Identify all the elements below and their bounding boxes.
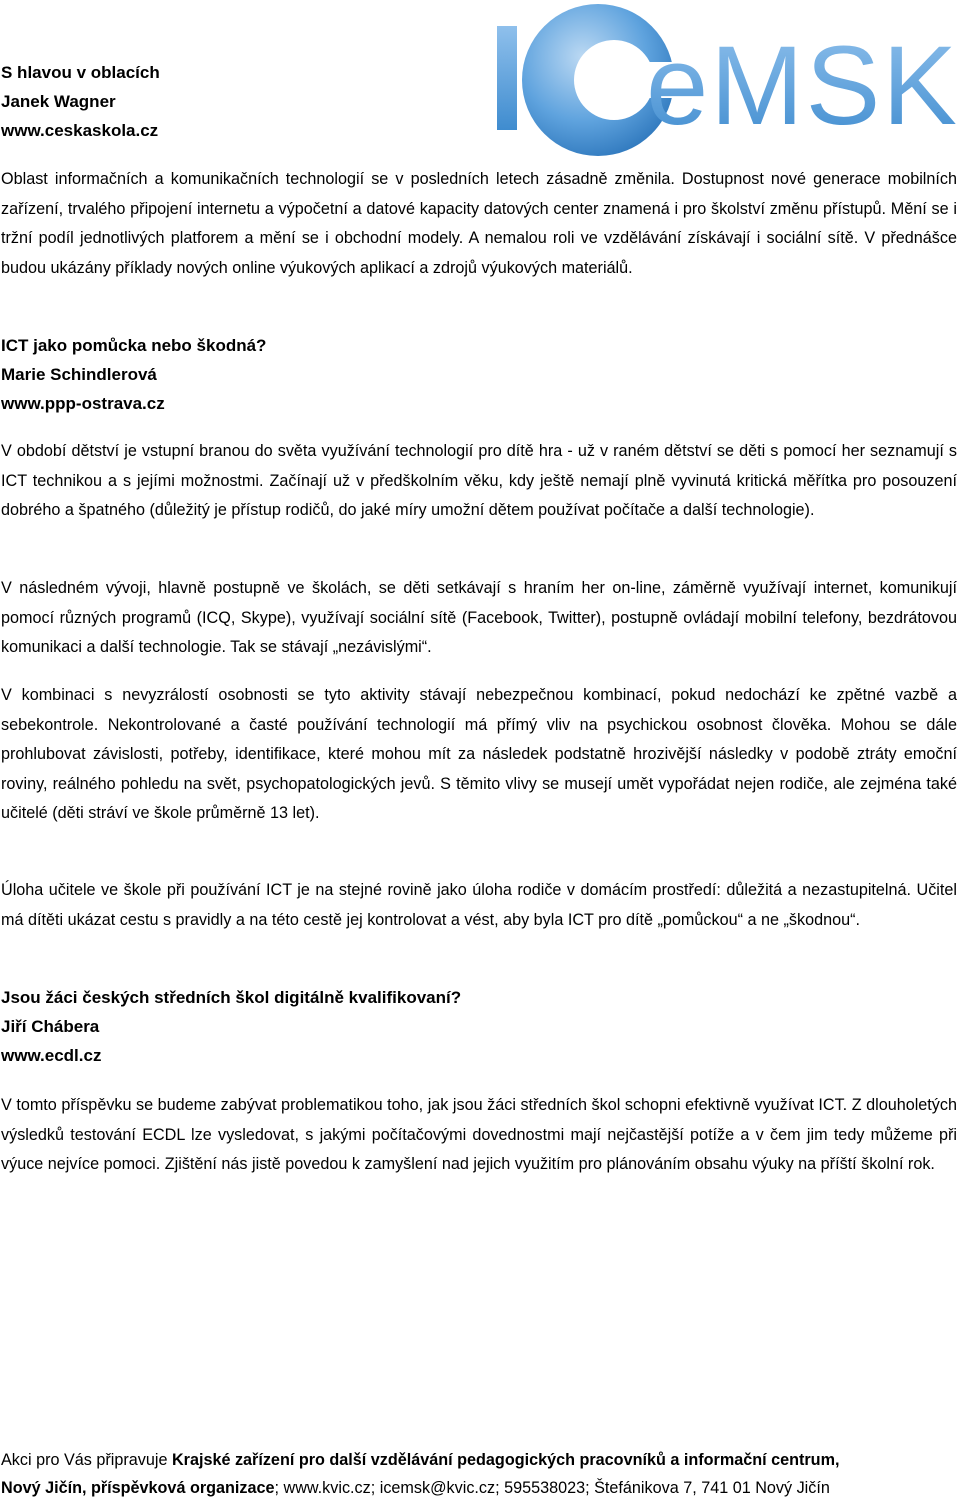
footer-line-2 bbox=[1, 1474, 957, 1502]
footer-line-1 bbox=[1, 1446, 957, 1474]
footer-org-line1: Krajské zařízení pro další vzdělávání pedagogických pracovníků a informační centrum, bbox=[171, 1451, 840, 1469]
logo-text-emsk: eMSK bbox=[646, 23, 959, 148]
footer bbox=[1, 1446, 957, 1502]
section2-author: Marie Schindlerová bbox=[1, 365, 157, 384]
section2-header bbox=[1, 331, 701, 418]
section1-paragraph: Oblast informačních a komunikačních technologií se v posledních letech zásadně změnila. Dostupnost nové generace mobilních zařízení, trvalého připojení internetu a výpočetní a datové kapacity datových center znamená i pro školství změnu přístupů. Mění se i tržní podíl jednotlivých platforem a mění se i obchodní modely. A nemalou roli ve vzdělávání získávají i sociální sítě. V přednášce budou ukázány příklady nových online výukových aplikací a zdrojů výukových materiálů. bbox=[1, 170, 957, 277]
section2-paragraph-4: Úloha učitele ve škole při používání ICT je na stejné rovině jako úloha rodiče v domácím prostředí: důležitá a nezastupitelná. Učitel má dítěti ukázat cestu s pravidly a na této cestě jej kontrolovat a vést, aby byla ICT pro dítě „pomůckou“ a ne „škodnou“. bbox=[1, 881, 957, 929]
section1-header bbox=[1, 58, 701, 145]
section1-website[interactable]: www.ceskaskola.cz bbox=[1, 121, 159, 140]
section2-website[interactable]: www.ppp-ostrava.cz bbox=[1, 394, 165, 413]
section1-author: Janek Wagner bbox=[1, 92, 116, 111]
footer-org-line2: Nový Jičín, příspěvková organizace bbox=[1, 1479, 275, 1497]
section2-paragraph-1: V období dětství je vstupní branou do světa využívání technologií pro dítě hra - už v raném dětství se děti s pomocí her seznamují s ICT technikou a s jejími možnostmi. Začínají už v předškolním věku, kdy ještě nemají plně vyvinutá kritická měřítka pro posouzení dobrého a špatného (důležitý je přístup rodičů, do jaké míry umožní dětem používat počítače a další technologie). bbox=[1, 442, 957, 519]
section3-website[interactable]: www.ecdl.cz bbox=[1, 1046, 102, 1065]
section2-paragraph-2: V následném vývoji, hlavně postupně ve školách, se děti setkávají s hraním her on-line, záměrně využívají internet, komunikují pomocí různých programů (ICQ, Skype), využívají sociální sítě (Facebook, Twitter), postupně ovládají mobilní telefony, bezdrátovou komunikaci a další technologie. Tak se stávají „nezávislými“. bbox=[1, 579, 957, 656]
section2-title: ICT jako pomůcka nebo škodná? bbox=[1, 336, 267, 355]
footer-prefix: Akci pro Vás připravuje bbox=[1, 1451, 172, 1469]
section3-title: Jsou žáci českých středních škol digitálně kvalifikovaní? bbox=[1, 988, 462, 1007]
section2-paragraph-3: V kombinaci s nevyzrálostí osobnosti se tyto aktivity stávají nebezpečnou kombinací, pokud nedochází ke zpětné vazbě a sebekontrole. Nekontrolované a časté používání technologií má přímý vliv na psychickou osobnost člověka. Mohou se dále prohlubovat závislosti, potřeby, identifikace, které mohou mít za následek podstatně hrozivější následky v podobě ztráty emoční roviny, reálného pohledu na svět, psychopatologických jevů. S těmito vlivy se musejí umět vypořádat nejen rodiče, ale zejména také učitelé (děti stráví ve škole průměrně 13 let). bbox=[1, 686, 957, 822]
footer-contacts: ; www.kvic.cz; icemsk@kvic.cz; 595538023; Štefánikova 7, 741 01 Nový Jičín bbox=[274, 1479, 830, 1497]
section3-author: Jiří Chábera bbox=[1, 1017, 100, 1036]
section3-paragraph: V tomto příspěvku se budeme zabývat problematikou toho, jak jsou žáci středních škol schopni efektivně využívat ICT. Z dlouholetých výsledků testování ECDL lze vysledovat, s jakými počítačovými dovednostmi mají nejčastější potíže a v čem jim tedy můžeme při výuce nejvíce pomoci. Zjištění nás jistě povedou k zamyšlení nad jejich využitím pro plánováním obsahu výuky na příští školní rok. bbox=[1, 1096, 957, 1173]
section3-header bbox=[1, 983, 701, 1070]
section1-title: S hlavou v oblacích bbox=[1, 63, 160, 82]
